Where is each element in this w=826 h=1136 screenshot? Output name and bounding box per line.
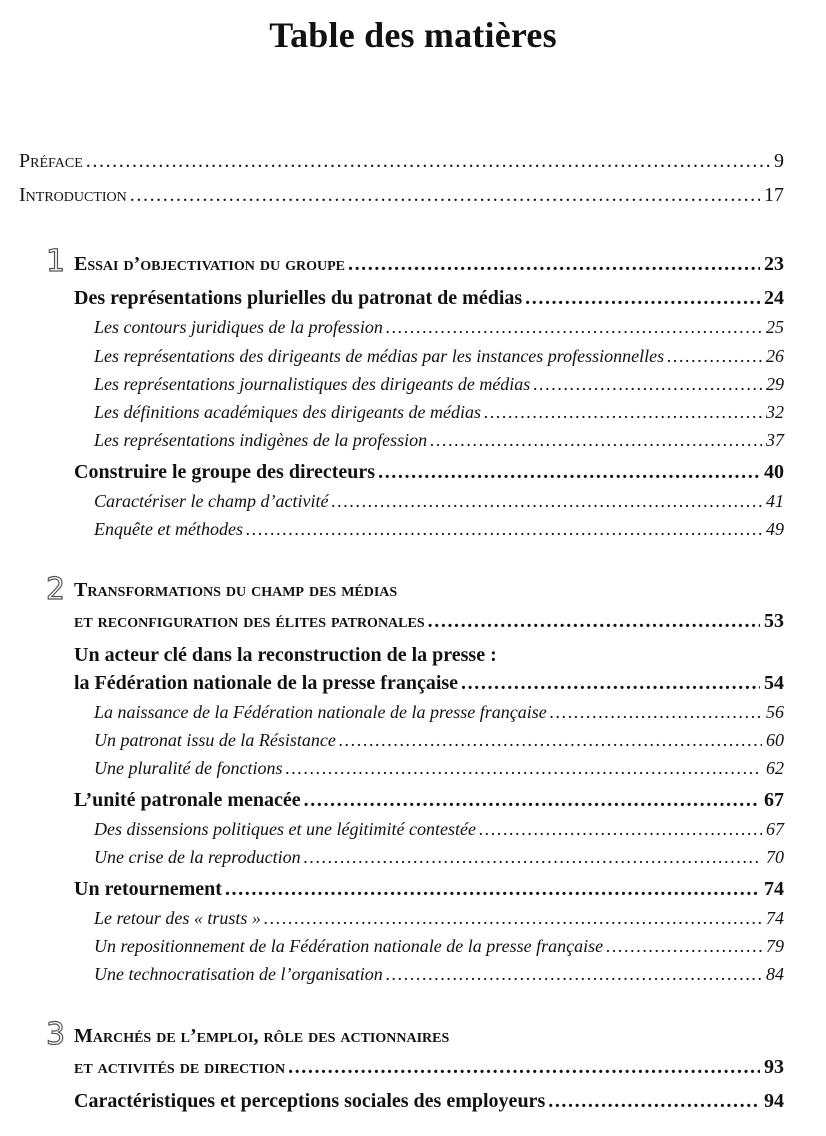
toc-section[interactable] (74, 1091, 784, 1111)
toc-entry-page: 25 (766, 317, 784, 337)
toc-entry-page: 37 (766, 430, 784, 450)
dot-leader (304, 790, 760, 810)
toc-subsection[interactable] (94, 520, 784, 538)
toc-entry-page: 23 (764, 253, 784, 275)
chapter-number: 2 (46, 572, 66, 607)
toc-subsection[interactable] (94, 375, 784, 393)
dot-leader (386, 965, 762, 983)
toc-subsection-title: La naissance de la Fédération nationale de la presse française (94, 702, 547, 722)
toc-entry-page: 84 (766, 964, 784, 984)
toc-entry-page: 24 (764, 287, 784, 309)
toc-section[interactable] (74, 288, 784, 308)
toc-section-title: Des représentations plurielles du patronat de médias (74, 287, 523, 309)
toc-subsection-title: Des dissensions politiques et une légitimité contestée (94, 819, 476, 839)
toc-subsection[interactable] (94, 759, 784, 777)
toc-entry-page: 56 (766, 702, 784, 722)
toc-entry-preface[interactable] (19, 151, 784, 171)
toc-entry-page: 26 (766, 346, 784, 366)
toc-subsection[interactable] (94, 318, 784, 336)
dot-leader (225, 879, 760, 899)
toc-subsection[interactable] (94, 492, 784, 510)
toc-chapter-title: et activités de direction (74, 1056, 286, 1078)
toc-chapter-3[interactable] (74, 1057, 784, 1077)
dot-leader (479, 820, 762, 838)
toc-chapter-2[interactable] (74, 611, 784, 631)
toc-subsection[interactable] (94, 703, 784, 721)
toc-subsection-title: Le retour des « trusts » (94, 908, 261, 928)
toc-entry-page: 70 (766, 847, 784, 867)
dot-leader (304, 848, 762, 866)
toc-subsection-title: Caractériser le champ d’activité (94, 491, 329, 511)
dot-leader (378, 462, 760, 482)
toc-subsection-title: Enquête et méthodes (94, 519, 243, 539)
toc-entry-page: 9 (774, 150, 784, 172)
toc-chapter-1[interactable] (74, 254, 784, 274)
toc-entry-page: 17 (764, 184, 784, 206)
toc-chapter-title: et reconfiguration des élites patronales (74, 610, 425, 632)
toc-subsection-title: Une pluralité de fonctions (94, 758, 283, 778)
toc-subsection-title: Un patronat issu de la Résistance (94, 730, 336, 750)
dot-leader (525, 288, 760, 308)
toc-section-title: Un retournement (74, 878, 222, 900)
toc-entry-page: 93 (764, 1056, 784, 1078)
chapter-number: 1 (46, 244, 66, 279)
toc-subsection[interactable] (94, 965, 784, 983)
toc-subsection[interactable] (94, 431, 784, 449)
toc-chapter-title-line: Marchés de l’emploi, rôle des actionnaires (74, 1025, 450, 1047)
dot-leader (548, 1091, 760, 1111)
toc-entry-introduction[interactable] (19, 185, 784, 205)
dot-leader (386, 318, 762, 336)
toc-entry-label: Préface (19, 150, 83, 172)
toc-chapter-title-line: Transformations du champ des médias (74, 579, 398, 601)
toc-entry-page: 53 (764, 610, 784, 632)
dot-leader (331, 492, 762, 510)
dot-leader (484, 403, 762, 421)
toc-entry-page: 74 (764, 878, 784, 900)
toc-subsection-title: Un repositionnement de la Fédération nationale de la presse française (94, 936, 604, 956)
toc-entry-page: 29 (766, 374, 784, 394)
toc-subsection-title: Les représentations journalistiques des dirigeants de médias (94, 374, 531, 394)
toc-section-title: Caractéristiques et perceptions sociales des employeurs (74, 1090, 546, 1112)
toc-entry-page: 49 (766, 519, 784, 539)
toc-subsection-title: Les représentations des dirigeants de médias par les instances professionnelles (94, 346, 665, 366)
toc-subsection[interactable] (94, 909, 784, 927)
toc-section[interactable] (74, 790, 784, 810)
toc-subsection[interactable] (94, 347, 784, 365)
dot-leader (428, 611, 760, 631)
toc-section[interactable] (74, 462, 784, 482)
dot-leader (246, 520, 762, 538)
toc-entry-label: Introduction (19, 184, 127, 206)
dot-leader (288, 1057, 760, 1077)
dot-leader (533, 375, 762, 393)
dot-leader (461, 673, 760, 693)
toc-entry-page: 79 (766, 936, 784, 956)
toc-subsection[interactable] (94, 731, 784, 749)
toc-entry-page: 74 (766, 908, 784, 928)
dot-leader (339, 731, 762, 749)
toc-entry-page: 40 (764, 461, 784, 483)
dot-leader (430, 431, 762, 449)
toc-section-title-line: Un acteur clé dans la reconstruction de la presse : (74, 644, 497, 666)
toc-subsection[interactable] (94, 848, 784, 866)
toc-section-title: Construire le groupe des directeurs (74, 461, 376, 483)
toc-subsection[interactable] (94, 937, 784, 955)
toc-chapter-title: Essai d’objectivation du groupe (74, 253, 345, 275)
toc-section-title: L’unité patronale menacée (74, 789, 301, 811)
toc-subsection-title: Une crise de la reproduction (94, 847, 301, 867)
dot-leader (130, 185, 760, 205)
toc-entry-page: 62 (766, 758, 784, 778)
toc-section[interactable] (74, 673, 784, 693)
toc-entry-page: 60 (766, 730, 784, 750)
toc-entry-page: 94 (764, 1090, 784, 1112)
toc-entry-page: 41 (766, 491, 784, 511)
dot-leader (264, 909, 762, 927)
toc-entry-page: 32 (766, 402, 784, 422)
dot-leader (550, 703, 762, 721)
dot-leader (348, 254, 760, 274)
toc-subsection-title: Les contours juridiques de la profession (94, 317, 383, 337)
toc-entry-page: 67 (764, 789, 784, 811)
dot-leader (86, 151, 770, 171)
page-title: Table des matières (269, 15, 557, 55)
toc-entry-page: 54 (764, 672, 784, 694)
toc-subsection-title: Les définitions académiques des dirigeants de médias (94, 402, 481, 422)
dot-leader (667, 347, 762, 365)
chapter-number: 3 (46, 1017, 66, 1052)
toc-subsection[interactable] (94, 820, 784, 838)
toc-section[interactable] (74, 879, 784, 899)
toc-subsection-title: Les représentations indigènes de la profession (94, 430, 428, 450)
toc-subsection-title: Une technocratisation de l’organisation (94, 964, 383, 984)
dot-leader (606, 937, 762, 955)
toc-entry-page: 67 (766, 819, 784, 839)
dot-leader (285, 759, 762, 777)
toc-section-title: la Fédération nationale de la presse française (74, 672, 459, 694)
toc-subsection[interactable] (94, 403, 784, 421)
